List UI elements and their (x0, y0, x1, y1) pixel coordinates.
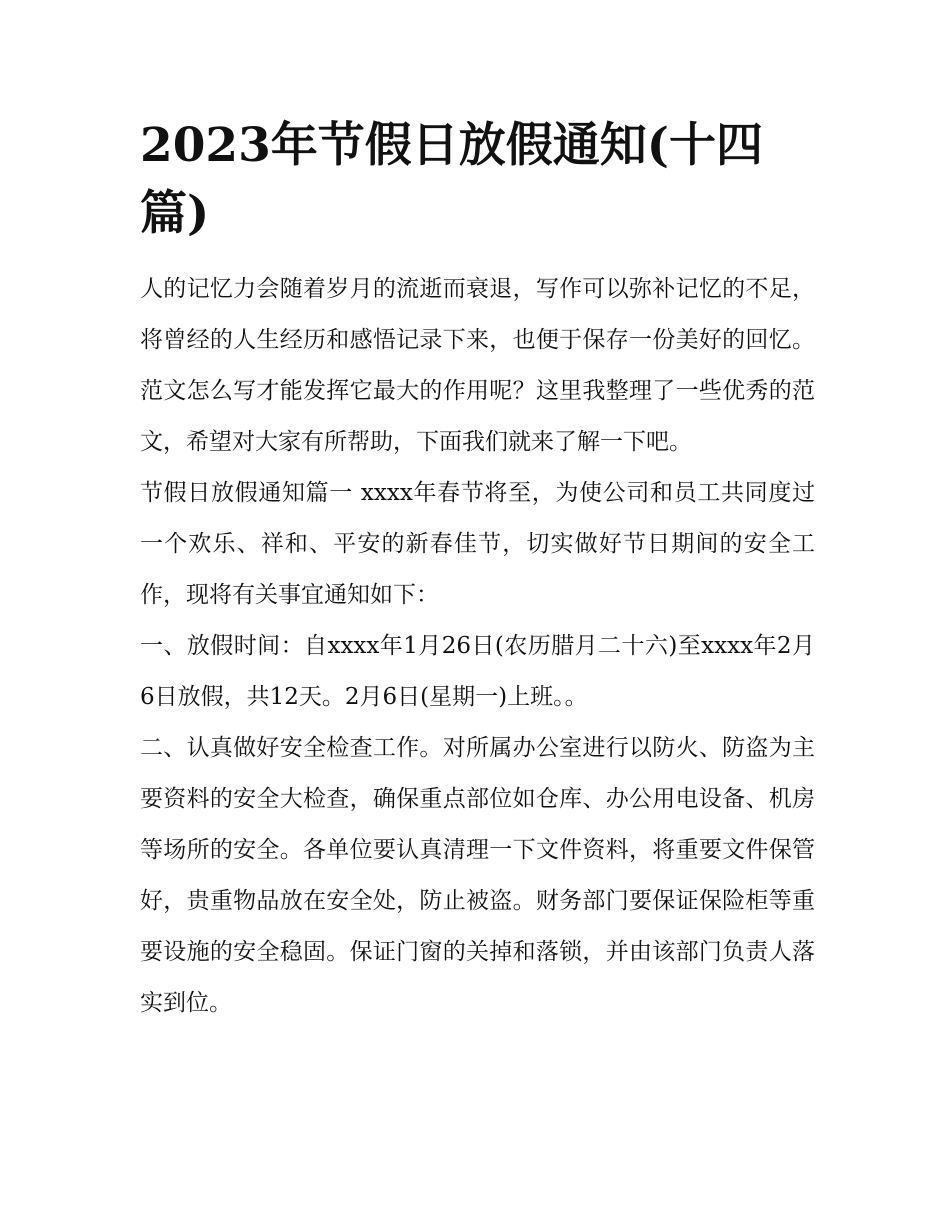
document-body (140, 112, 815, 1029)
document-title: 2023年节假日放假通知(十四篇) (140, 118, 764, 241)
safety-check-paragraph: 二、认真做好安全检查工作。对所属办公室进行以防火、防盗为主要资料的安全大检查，确保重点部位如仓库、办公用电设备、机房等场所的安全。各单位要认真清理一下文件资料，将重要文件保管好，贵重物品放在安全处，防止被盗。财务部门要保证保险柜等重要设施的安全稳固。保证门窗的关掉和落锁，并由该部门负责人落实到位。 (140, 735, 815, 1016)
holiday-time-paragraph: 一、放假时间：自xxxx年1月26日(农历腊月二十六)至xxxx年2月6日放假，共12天。2月6日(星期一)上班。。 (140, 633, 815, 710)
intro-paragraph: 人的记忆力会随着岁月的流逝而衰退，写作可以弥补记忆的不足，将曾经的人生经历和感悟记录下来，也便于保存一份美好的回忆。范文怎么写才能发挥它最大的作用呢？这里我整理了一些优秀的范文，希望对大家有所帮助，下面我们就来了解一下吧。 (140, 276, 815, 455)
notice-opening-paragraph: 节假日放假通知篇一 xxxx年春节将至，为使公司和员工共同度过一个欢乐、祥和、平安的新春佳节，切实做好节日期间的安全工作，现将有关事宜通知如下： (140, 480, 815, 608)
